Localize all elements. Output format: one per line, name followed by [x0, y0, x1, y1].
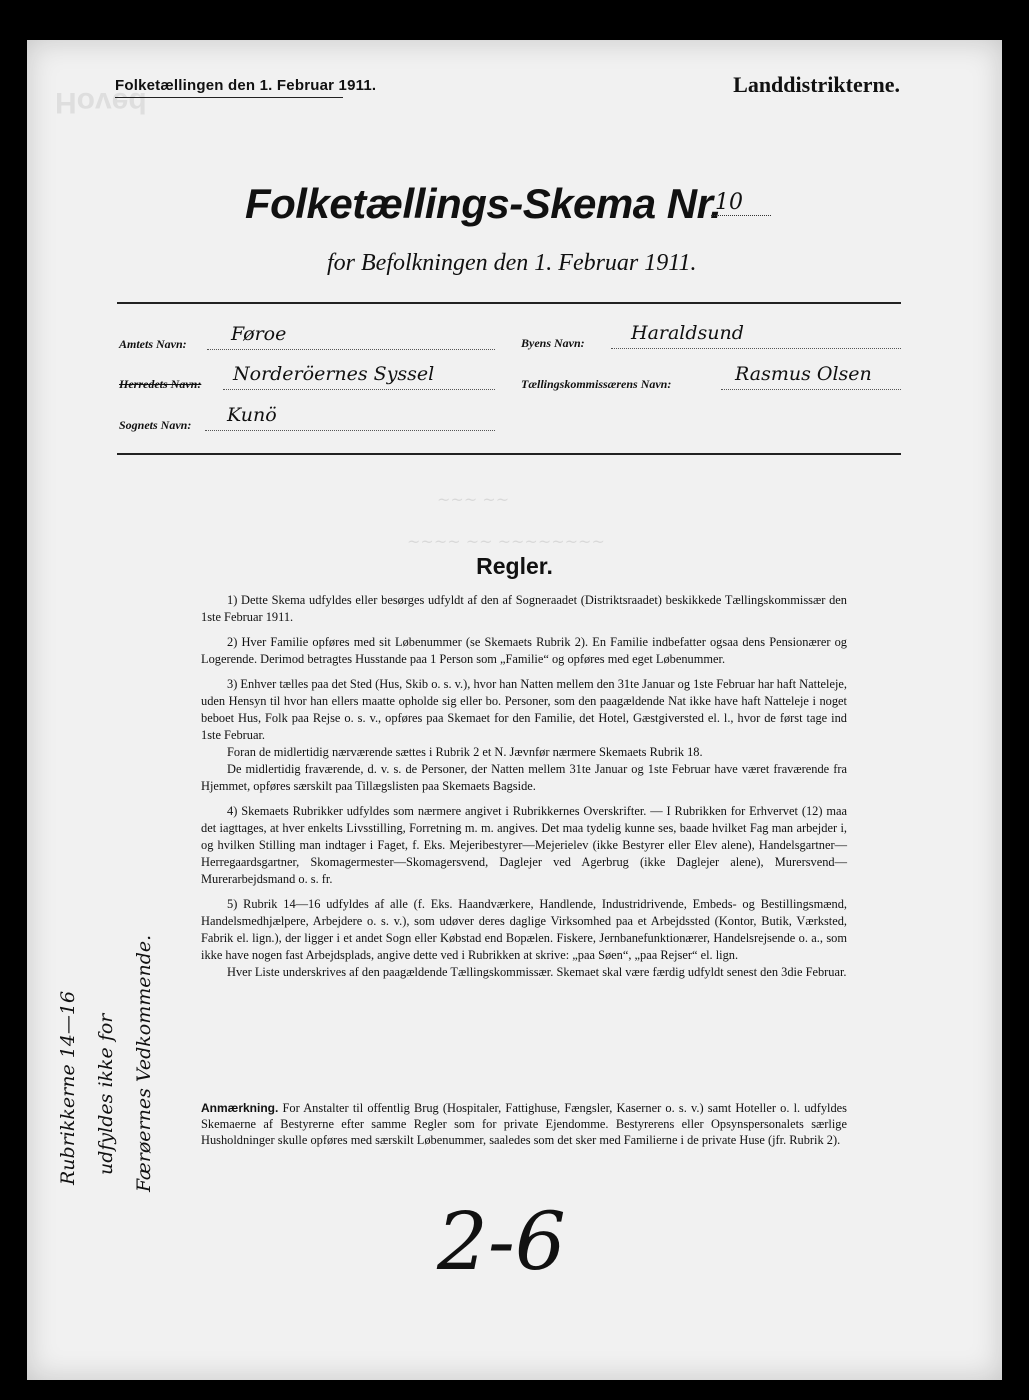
note-text: For Anstalter til offentlig Brug (Hospitaler, Fattighuse, Fængsler, Kaserner o. s. v.) samt Hoteller o. l. udfyldes Skemaerne af Bestyrerne efter samme Regler som for private Ejendomme. Bestyrerens eller Opsynspersonalets særlige Husholdninger skulle opføres med særskilt Løbenummer, saaledes som det sker med Familierne i de private Huse (jfr. Rubrik 2).	[201, 1101, 847, 1147]
note-block	[201, 1100, 847, 1148]
bleed-through-mark-2: ~~~~ ~~ ~~~~~~~~	[407, 532, 605, 551]
field-kommissaer	[521, 377, 671, 392]
field-sogn-label: Sognets Navn:	[119, 418, 192, 432]
field-amt-label: Amtets Navn:	[119, 337, 187, 351]
header-census-date: Folketællingen den 1. Februar 1911.	[115, 77, 377, 94]
field-amt-line	[207, 349, 495, 350]
rule-5: 5) Rubrik 14—16 udfyldes af alle (f. Eks. Haandværkere, Handlende, Industridrivende, Embeds- og Bestillingsmænd, Handelsmedhjælpere, Arbejdere o. s. v.), som udøver deres daglige Virksomhed paa et Arbejdssted (Kontor, Butik, Værksted, Fabrik el. lign.), der ligger i et andet Sogn eller Købstad end Bopælen. Fiskere, Jernbanefunktionærer, Handelsrejsende o. a., som ikke have nogen fast Arbejdsplads, angive dette ved i Rubrikken at skrive: „paa Søen“, „paa Rejser“ el. lign.	[201, 897, 847, 962]
field-amt	[119, 337, 187, 352]
form-title: Folketællings-Skema Nr.	[245, 180, 722, 227]
field-by-line	[611, 348, 901, 349]
header-underline	[115, 97, 343, 98]
rule-signature: Hver Liste underskrives af den paagældende Tællingskommissær. Skemaet skal være færdig udfyldt senest den 3die Februar.	[227, 965, 847, 979]
form-number-handwritten: 10	[715, 190, 743, 215]
field-kommissaer-value: Rasmus Olsen	[735, 363, 872, 385]
top-divider	[117, 302, 901, 304]
field-by-value: Haraldsund	[631, 322, 744, 344]
rule-3: 3) Enhver tælles paa det Sted (Hus, Skib o. s. v.), hvor han Natten mellem den 31te Januar og 1ste Februar har haft Natteleje, uden Hensyn til hvor han ellers maatte opholde sig eller bo. Personer, som den paagældende Nat ikke have haft Natteleje i noget beboet Hus, Folk paa Rejse o. s. v., opføres paa Skemaet for den Familie, det Hotel, Gæstgiversted el. l., hvor de først tage ind 1ste Februar.	[201, 677, 847, 742]
field-herred-line	[223, 389, 495, 390]
fields-divider	[117, 453, 901, 455]
handwritten-side-note	[57, 930, 157, 1190]
note-label: Anmærkning.	[201, 1101, 279, 1115]
field-herred-value: Norderöernes Syssel	[233, 363, 435, 385]
field-by	[521, 336, 585, 351]
field-amt-value: Føroe	[231, 323, 287, 345]
side-note-line-2: udfyldes ikke for	[95, 1013, 117, 1175]
handwritten-page-number: 2-6	[437, 1195, 566, 1288]
field-herred	[119, 377, 201, 392]
rule-3-present: Foran de midlertidig nærværende sættes i Rubrik 2 et N. Jævnfør nærmere Skemaets Rubrik 18.	[227, 745, 703, 759]
rule-4: 4) Skemaets Rubrikker udfyldes som nærmere angivet i Rubrikkernes Overskrifter. — I Rubrikken for Erhvervet (12) maa det iagttages, at hver enkelts Livsstilling, Forretning m. m. angives. Det maa tydelig kunne ses, baade hvilket Fag man arbejder i, og hvilken Stilling man indtager i Faget, f. Eks. Mejeribestyrer—Mejerielev (ikke Bestyrer eller Elev alene), Handelsgartner—Herregaardsgartner, Skomagermester—Skomagersvend, Daglejer ved Agerbrug (ikke Daglejer alene), Murersvend—Murerarbejdsmand o. s. fr.	[201, 804, 847, 886]
header-district-type: Landdistrikterne.	[733, 72, 900, 97]
bleed-through-text: Hoved	[55, 86, 147, 119]
field-sogn-value: Kunö	[227, 404, 277, 426]
field-sogn-line	[205, 430, 495, 431]
rule-3-absent: De midlertidig fraværende, d. v. s. de Personer, der Natten mellem 31te Januar og 1ste Februar have været fraværende fra Hjemmet, opføres særskilt paa Tillægslisten paa Skemaets Bagside.	[201, 762, 847, 793]
side-note-line-1: Rubrikkerne 14—16	[57, 990, 79, 1185]
field-by-label: Byens Navn:	[521, 336, 585, 350]
field-kommissaer-line	[721, 389, 901, 390]
rule-2: 2) Hver Familie opføres med sit Løbenummer (se Skemaets Rubrik 2). En Familie indbefatter ogsaa dens Pensionærer og Logerende. Derimod betragtes Husstande paa 1 Person som „Familie“ og opføres med eget Løbenummer.	[201, 635, 847, 666]
field-herred-label: Herredets Navn:	[119, 377, 202, 391]
rule-1: 1) Dette Skema udfyldes eller besørges udfyldt af den af Sogneraadet (Distriktsraadet) beskikkede Tællingskommissær den 1ste Februar 1911.	[201, 593, 847, 624]
rules-body	[201, 592, 847, 989]
field-sogn	[119, 418, 191, 433]
field-kommissaer-label: Tællingskommissærens Navn:	[521, 377, 672, 391]
side-note-line-3: Færøernes Vedkommende.	[133, 934, 155, 1192]
bleed-through-mark: ~~~ ~~	[437, 490, 510, 509]
form-number-line	[711, 215, 771, 216]
census-form-page	[27, 40, 1002, 1380]
rules-heading: Regler.	[476, 553, 553, 579]
form-subtitle: for Befolkningen den 1. Februar 1911.	[327, 250, 697, 276]
